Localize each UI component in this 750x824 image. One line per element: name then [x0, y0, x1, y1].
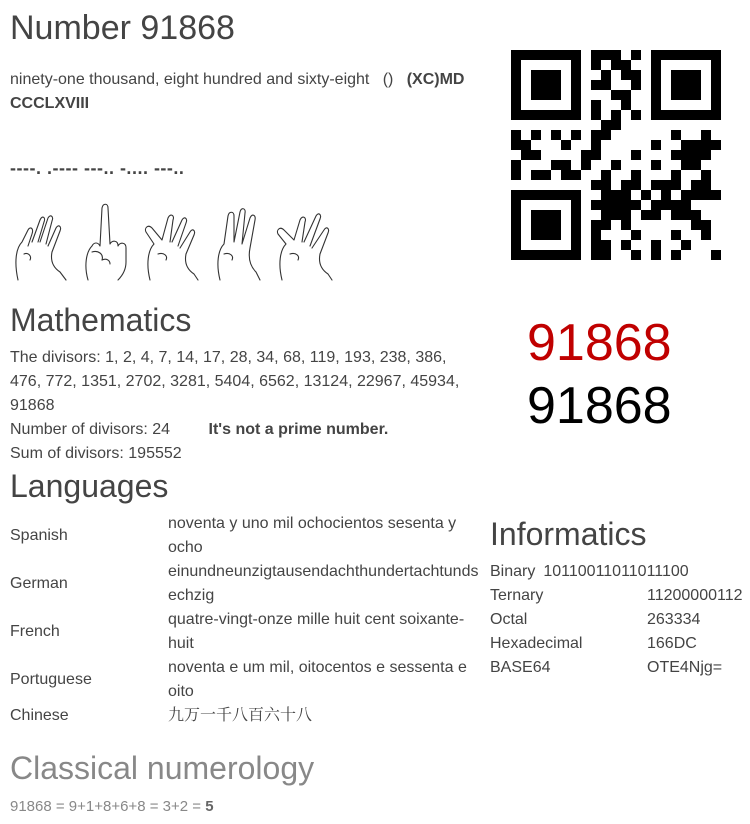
language-name: German — [10, 575, 68, 592]
language-name: Chinese — [10, 707, 69, 724]
prime-note: It's not a prime number. — [208, 421, 389, 438]
informatics-value: 263334 — [647, 611, 701, 628]
language-text: 九万一千八百六十八 — [168, 707, 313, 724]
numerology-line — [10, 797, 214, 817]
numerology-formula: 91868 = 9+1+8+6+8 = 3+2 = — [10, 798, 202, 815]
languages-table — [10, 512, 480, 728]
language-row — [10, 704, 480, 728]
language-name: Portuguese — [10, 671, 92, 688]
informatics-table-rest — [490, 584, 743, 680]
informatics-heading: Informatics — [490, 516, 647, 552]
divisors-label: The divisors: — [10, 349, 101, 366]
language-text: noventa y uno mil ochocientos sesenta y ocho — [168, 515, 457, 556]
informatics-row — [490, 608, 743, 632]
divisors-line — [10, 346, 475, 418]
language-row — [10, 512, 480, 560]
sign-language-hands-icon — [10, 202, 340, 282]
informatics-value: OTE4Njg= — [647, 659, 723, 676]
number-in-words: ninety-one thousand, eight hundred and sixty-eight — [10, 71, 370, 88]
language-row — [10, 608, 480, 656]
mathematics-section — [10, 346, 475, 466]
language-name: Spanish — [10, 527, 68, 544]
informatics-key: Octal — [490, 611, 528, 628]
page-title: Number 91868 — [10, 9, 235, 47]
divisor-count-value: 24 — [152, 421, 171, 438]
number-display-black: 91868 — [527, 377, 672, 435]
informatics-key: BASE64 — [490, 659, 551, 676]
hand-9-icon — [16, 216, 66, 280]
divisor-sum-label: Sum of divisors: — [10, 445, 124, 462]
numerology-heading: Classical numerology — [10, 750, 315, 786]
language-text: einundneunzigtausendachthundertachtundsechzig — [168, 563, 479, 604]
informatics-row — [490, 584, 743, 608]
informatics-value: 10110011011011100 — [543, 563, 689, 580]
informatics-key: Ternary — [490, 587, 544, 604]
informatics-key: Hexadecimal — [490, 635, 583, 652]
hand-8b-icon — [277, 214, 332, 280]
hand-8-icon — [145, 215, 198, 280]
language-row — [10, 656, 480, 704]
numerology-result: 5 — [205, 798, 214, 815]
divisors-list: 1, 2, 4, 7, 14, 17, 28, 34, 68, 119, 193, 238, 386, 476, 772, 1351, 2702, 3281, 5404, 6562, 13124, 22967, 45934, 91868 — [10, 349, 460, 414]
divisor-sum-value: 195552 — [128, 445, 182, 462]
informatics-value: 11200000112 — [647, 587, 743, 604]
number-paren: () — [382, 71, 394, 88]
language-text: noventa e um mil, oitocentos e sessenta e oito — [168, 659, 467, 700]
qr-code-icon — [511, 50, 721, 260]
language-text: quatre-vingt-onze mille huit cent soixante-huit — [168, 611, 465, 652]
morse-code: ----. .---- ---.. -.... ---.. — [10, 158, 185, 178]
divisor-sum-line — [10, 442, 475, 466]
divisor-count-line — [10, 418, 475, 442]
number-names — [10, 68, 480, 116]
number-display-red: 91868 — [527, 314, 672, 372]
divisor-count-label: Number of divisors: — [10, 421, 148, 438]
languages-heading: Languages — [10, 468, 169, 504]
informatics-row — [490, 560, 689, 584]
hand-1-icon — [86, 204, 126, 280]
hand-6-icon — [218, 209, 260, 280]
language-row — [10, 560, 480, 608]
informatics-row — [490, 632, 743, 656]
language-name: French — [10, 623, 60, 640]
informatics-value: 166DC — [647, 635, 697, 652]
roman-numeral: (XC)MD CCCLXVIII — [10, 71, 465, 112]
informatics-row — [490, 656, 743, 680]
informatics-table — [490, 560, 689, 584]
mathematics-heading: Mathematics — [10, 302, 192, 338]
informatics-key: Binary — [490, 563, 536, 580]
